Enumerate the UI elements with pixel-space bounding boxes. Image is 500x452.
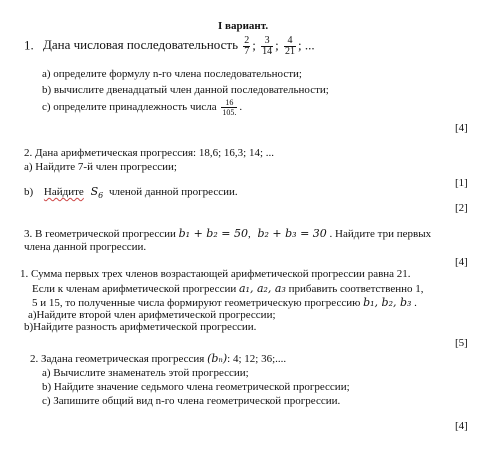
task5-item-c: c) Запишите общий вид n-го члена геометрической прогрессии. <box>42 395 341 407</box>
task1-item-c <box>42 98 242 117</box>
separator: ; <box>252 37 256 53</box>
s6-symbol: $S_6$ <box>90 185 104 201</box>
a-variables: a₁, a₂, a₃ <box>238 282 286 295</box>
task4-item-a: а)Найдите второй член арифметической прогрессии; <box>28 309 276 321</box>
task1-number: 1. <box>24 37 34 53</box>
task3-line2: члена данной прогрессии. <box>24 241 147 253</box>
task4-line1: 1. Сумма первых трех членов возрастающей арифметической прогрессии равна 21. <box>20 268 411 280</box>
task3-equation-2: b₂ + b₃ = 30 <box>257 227 327 240</box>
task3-points: [4] <box>455 256 468 268</box>
task1-points: [4] <box>455 122 468 134</box>
period: . <box>239 101 243 114</box>
period: . <box>414 297 417 309</box>
task1-item-c-text: c) определите принадлежность числа <box>42 101 217 114</box>
task5-text: 2. Задана геометрическая прогрессия <box>30 353 205 365</box>
task2-b-word: Найдите <box>43 186 84 198</box>
bn-sequence: (bₙ) <box>207 352 228 365</box>
task2-item-a: а) Найдите 7-й член прогрессии; <box>24 161 177 173</box>
task4-item-b: b)Найдите разность арифметической прогрессии. <box>24 321 257 333</box>
task5-item-b: b) Найдите значение седьмого члена геометрической прогрессии; <box>42 381 350 393</box>
task1-text: Дана числовая последовательность <box>43 37 239 53</box>
fraction-2: $\frac{3}{14}$ <box>262 35 273 57</box>
task5-item-a: a) Вычислите знаменатель этой прогрессии; <box>42 367 249 379</box>
variant-title: I вариант. <box>218 20 269 32</box>
task1-item-b: b) вычислите двенадцатый член данной последовательности; <box>42 84 329 96</box>
task5-line <box>30 352 286 365</box>
task4-points: [5] <box>455 337 468 349</box>
task3-text-end: . Найдите три первых <box>329 228 432 240</box>
ellipsis: ; ... <box>298 37 315 53</box>
task2-b-rest: членой данной прогрессии. <box>108 186 238 198</box>
separator: ; <box>275 37 279 53</box>
task4-line2 <box>32 282 424 295</box>
fraction-16-105: $\frac{16}{105.}$ <box>222 98 237 117</box>
task1-line <box>24 36 315 57</box>
task1-item-a: a) определите формулу n-го члена последовательности; <box>42 68 302 80</box>
task2-b-prefix: b) <box>24 186 34 198</box>
fraction-1: $\frac{2}{7}$ <box>244 35 250 57</box>
task2-a-points: [1] <box>455 177 468 189</box>
task4-line2-end: прибавить соответственно 1, <box>288 283 424 295</box>
task2-line: 2. Дана арифметическая прогрессия: 18,6; 16,3; 14; ... <box>24 147 275 159</box>
comma: , <box>247 228 251 240</box>
task3-equation-1: b₁ + b₂ = 50 <box>178 227 248 240</box>
task4-line3-text: 5 и 15, то полученные числа формируют геометрическую прогрессию <box>32 297 361 309</box>
fraction-3: $\frac{4}{21}$ <box>285 35 296 57</box>
task3-line1 <box>24 227 431 240</box>
task2-item-b <box>24 185 238 200</box>
task4-line3 <box>32 296 417 309</box>
task4-line2-text: Если к членам арифметической прогрессии <box>32 283 237 295</box>
b-variables: b₁, b₂, b₃ <box>363 296 412 309</box>
task2-b-points: [2] <box>455 202 468 214</box>
task5-values: : 4; 12; 36;.... <box>227 353 287 365</box>
task3-text: 3. В геометрической прогрессии <box>24 228 176 240</box>
task5-points: [4] <box>455 420 468 432</box>
